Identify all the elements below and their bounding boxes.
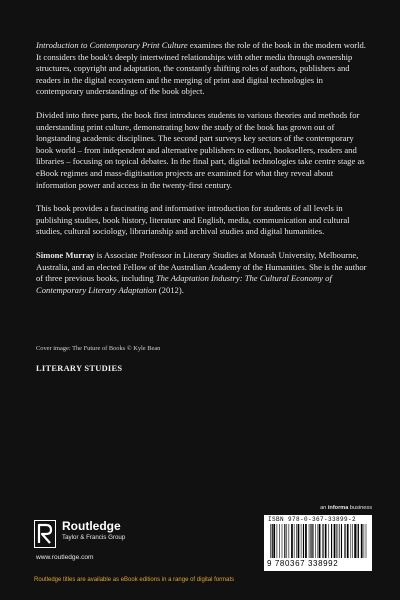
barcode-bar [309,524,310,558]
barcode-bar [325,524,327,558]
blurb-paragraph-3: This book provides a fascinating and informative introduction for students of all levels in publishing studies, book history, literature and English, media, communication and cultural studies, cultural sociology, librarianship and archival studies and digital humanities. [36,203,350,237]
publisher-website: www.routledge.com [36,554,94,561]
cover-credit: Cover image: The Future of Books © Kyle Bean [36,345,161,352]
barcode-bar [339,524,340,558]
barcode-bar [323,524,324,558]
barcode-bar [294,524,295,558]
informa-brand: informa [327,505,349,511]
barcode-bar [347,524,349,558]
barcode-bar [286,524,287,558]
ean-number: 9 780367 338992 [267,559,339,568]
isbn-text: ISBN 978-0-367-33899-2 [268,516,357,523]
barcode-bar [273,524,275,558]
barcode-bar [341,524,342,558]
informa-business-label [320,505,372,511]
barcode-box [264,515,372,571]
barcode-bar [312,524,313,558]
publisher-name: Routledge [62,519,121,533]
barcode-bar [328,524,329,558]
informa-prefix: an [320,505,328,511]
barcode-bar [282,524,283,558]
author-bio [36,250,368,296]
blurb-paragraph-1 [36,40,368,98]
barcode-bar [291,524,293,558]
blurb-paragraph-2: Divided into three parts, the book first introduces students to various theories and methods for understanding print culture, demonstrating how the study of the book has grown out of longstanding academic disciplines. The second part surveys key sectors of the contemporary book world – from independent and alternative publishers to editors, booksellers, readers and libraries – focusing on topical debates. In the final part, digital technologies take centre stage as eBook regimes and mass-digitisation projects are examined for what they reveal about information power and access in the twenty-first century. [36,109,365,190]
barcode-bar [298,524,300,558]
barcode-bar [301,524,302,558]
author-bio-text-a: is Associate Professor in Literary Studies at Monash University, Melbourne, Australia, and an elected Fellow of the Australian Academy of the Humanities. She is the author of three previous books, including [36,249,367,284]
barcode-bar [318,524,319,558]
barcode-bar [334,524,336,558]
publisher-group: Taylor & Francis Group [62,534,126,541]
subject-category: LITERARY STUDIES [36,364,123,373]
publisher-logo [34,519,184,559]
barcode-bar [315,524,316,558]
author-previous-book: The Adaptation Industry: The Cultural Economy of Contemporary Literary Adaptation [36,273,332,295]
barcode-bar [358,524,359,558]
barcode-bar [361,524,363,558]
barcode-bar [311,524,312,558]
ebook-note: Routledge titles are available as eBook editions in a range of digital formats [34,577,235,583]
barcode-bar [272,524,273,558]
informa-suffix: business [348,505,372,511]
barcode-bar [319,524,321,558]
author-name: Simone Murray [36,249,95,260]
barcode-bars [268,524,368,558]
book-title: Introduction to Contemporary Print Culture [36,40,188,50]
barcode-bar [303,524,304,558]
barcode-bar [277,524,278,558]
barcode-area [264,505,372,571]
barcode-bar [345,524,346,558]
barcode-bar [352,524,353,558]
back-cover-blurb [36,40,368,308]
barcode-bar [310,524,311,558]
barcode-bar [279,524,280,558]
barcode-bar [270,524,271,558]
routledge-r-icon [34,520,56,548]
barcode-bar [284,524,285,558]
barcode-bar [351,524,352,558]
barcode-bar [305,524,307,558]
barcode-bar [289,524,290,558]
barcode-bar [331,524,332,558]
author-bio-text-b: (2012). [156,284,184,295]
barcode-bar [366,524,367,558]
barcode-bar [354,524,356,558]
barcode-bar [344,524,345,558]
barcode-bar [296,524,297,558]
barcode-bar [364,524,365,558]
barcode-bar [338,524,339,558]
barcode-bar [336,524,337,558]
barcode-bar [322,524,323,558]
blurb-paragraph-1-text: examines the role of the book in the modern world. It considers the book's deeply intertwined relationships with other media through ownership structures, copyright and adaptation, the constantly shifting roles of authors, publishers and readers in the digital ecosystem and the merging of print and digital technologies in contemporary understandings of the book object. [36,40,366,97]
barcode-bar [357,524,358,558]
